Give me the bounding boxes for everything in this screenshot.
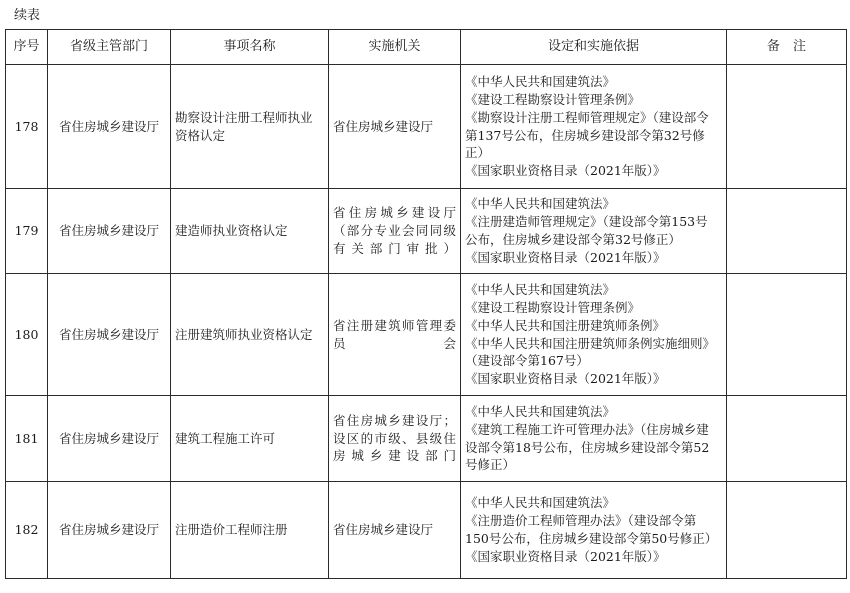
header-seq: 序号 [6,30,48,65]
basis-line: 150号公布，住房城乡建设部令第50号修正） [465,531,718,546]
basis-line: 《勘察设计注册工程师管理规定》（建设部令 [465,109,709,125]
basis-line: 《中华人民共和国注册建筑师条例实施细则》 [465,335,716,351]
basis-line: 《国家职业资格目录（2021年版）》 [465,249,666,265]
header-basis: 设定和实施依据 [461,30,727,65]
cell-agency: 省住房城乡建设厅 [329,65,461,189]
basis-line: 《建设工程勘察设计管理条例》 [465,299,641,315]
cell-dept: 省住房城乡建设厅 [48,65,171,189]
table-row [6,396,847,482]
cell-seq: 179 [6,189,48,274]
cell-seq: 181 [6,396,48,482]
basis-line: 《国家职业资格目录（2021年版）》 [465,371,666,387]
cell-dept: 省住房城乡建设厅 [48,274,171,396]
basis-line: （建设部令第167号） [465,353,589,369]
basis-line: 《建筑工程施工许可管理办法》（住房城乡建 [465,421,709,437]
basis-line: 《中华人民共和国建筑法》 [465,282,616,298]
cell-dept: 省住房城乡建设厅 [48,189,171,274]
cell-item: 注册建筑师执业资格认定 [171,274,329,396]
table-row [6,65,847,189]
cell-note [727,396,847,482]
cell-basis [461,274,727,396]
table-row [6,482,847,579]
header-note: 备 注 [727,30,847,65]
cell-item: 建造师执业资格认定 [171,189,329,274]
cell-note [727,65,847,189]
cell-basis [461,189,727,274]
cell-seq: 182 [6,482,48,579]
cell-agency: 省注册建筑师管理委员会 [329,274,461,396]
header-agency: 实施机关 [329,30,461,65]
basis-line: 《中华人民共和国建筑法》 [465,403,616,419]
cell-note [727,482,847,579]
cell-agency: 省住房城乡建设厅（部分专业会同同级有关部门审批） [329,189,461,274]
cell-item: 注册造价工程师注册 [171,482,329,579]
licensing-items-table [5,29,847,579]
cell-item: 勘察设计注册工程师执业资格认定 [171,65,329,189]
header-item: 事项名称 [171,30,329,65]
basis-line: 《注册建造师管理规定》（建设部令第153号 [465,214,708,230]
basis-line: 《中华人民共和国建筑法》 [465,495,616,511]
cell-basis [461,65,727,189]
cell-agency: 省住房城乡建设厅；设区的市级、县级住房城乡建设部门 [329,396,461,482]
basis-line: 第137号公布，住房城乡建设部令第32号修 [465,127,705,143]
basis-line: 《中华人民共和国建筑法》 [465,74,616,90]
basis-line: 号修正） [465,457,516,473]
cell-note [727,189,847,274]
basis-line: 《注册造价工程师管理办法》（建设部令第 [465,513,697,529]
cell-seq: 178 [6,65,48,189]
header-dept: 省级主管部门 [48,30,171,65]
cell-note [727,274,847,396]
basis-line: 《中华人民共和国建筑法》 [465,196,616,212]
basis-line: 公布，住房城乡建设部令第32号修正） [465,232,681,247]
continued-caption: 续表 [14,8,41,23]
table-row [6,189,847,274]
basis-line: 《中华人民共和国注册建筑师条例》 [465,317,666,333]
basis-line: 《国家职业资格目录（2021年版）》 [465,163,666,179]
basis-line: 正） [465,145,491,161]
basis-line: 《国家职业资格目录（2021年版）》 [465,548,666,564]
cell-agency: 省住房城乡建设厅 [329,482,461,579]
cell-basis [461,396,727,482]
cell-item: 建筑工程施工许可 [171,396,329,482]
basis-line: 设部令第18号公布，住房城乡建设部令第52 [465,439,710,455]
cell-dept: 省住房城乡建设厅 [48,482,171,579]
cell-dept: 省住房城乡建设厅 [48,396,171,482]
basis-line: 《建设工程勘察设计管理条例》 [465,91,641,107]
table-row [6,274,847,396]
cell-basis [461,482,727,579]
header-row [6,30,847,65]
cell-seq: 180 [6,274,48,396]
